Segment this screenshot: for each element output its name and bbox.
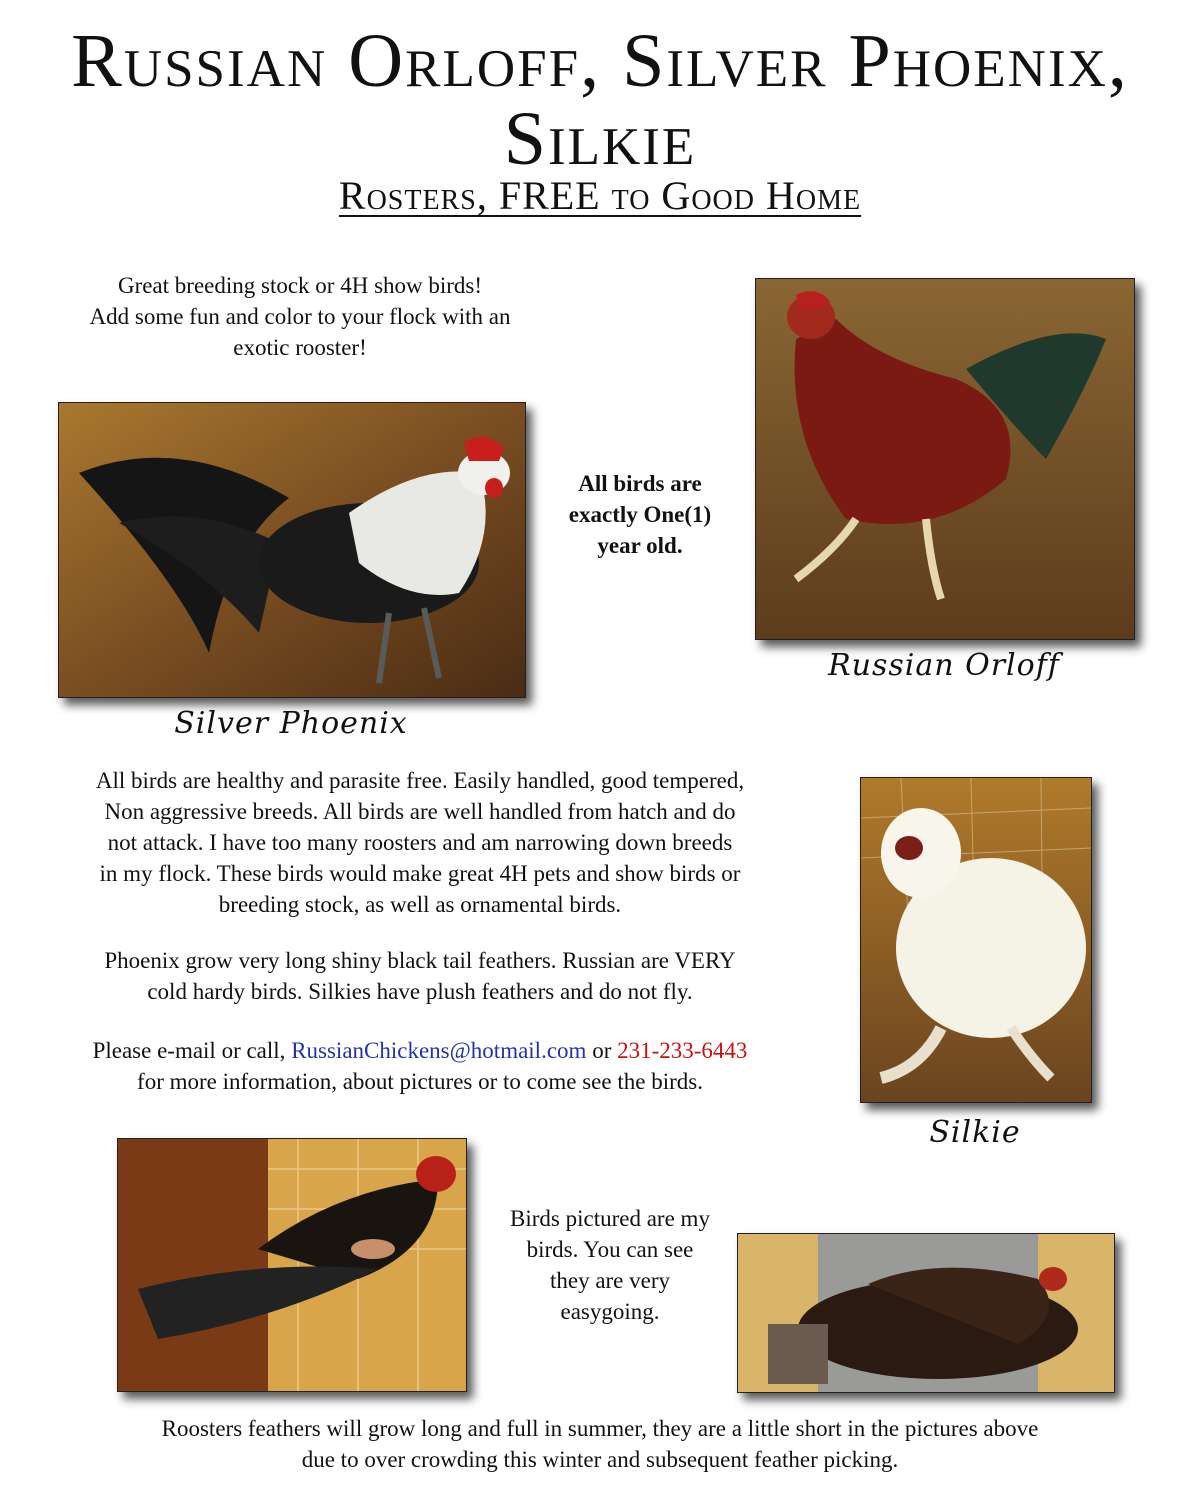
- silkie-caption: Silkie: [929, 1115, 1021, 1150]
- title-line-2: Silkie: [503, 97, 697, 181]
- description-text: [30, 765, 810, 920]
- age-note-line-2: exactly One(1): [568, 502, 712, 527]
- held-phoenix-image: [118, 1139, 466, 1391]
- silkie-image: [861, 778, 1091, 1102]
- footer-line-2: due to over crowding this winter and subsequent feather picking.: [301, 1447, 899, 1472]
- title-line-1: Russian Orloff, Silver Phoenix,: [71, 19, 1129, 103]
- pictured-note-line-2: birds. You can see: [526, 1237, 694, 1262]
- held-orloff-photo: [737, 1233, 1115, 1393]
- pictured-note-line-1: Birds pictured are my: [510, 1206, 710, 1231]
- contact-line-1: [30, 1035, 810, 1066]
- breeds-note-line-1: Phoenix grow very long shiny black tail feathers. Russian are VERY: [104, 948, 736, 973]
- phone-number[interactable]: 231-233-6443: [617, 1038, 748, 1063]
- footer-note: [20, 1413, 1180, 1475]
- intro-line-3: exotic rooster!: [233, 335, 367, 360]
- held-orloff-image: [738, 1234, 1114, 1392]
- page-title: [0, 19, 1200, 181]
- intro-text: [40, 270, 560, 363]
- pictured-note-line-4: easygoing.: [560, 1299, 660, 1324]
- contact-or: or: [592, 1038, 612, 1063]
- description-line-3: not attack. I have too many roosters and am narrowing down breeds: [107, 830, 733, 855]
- silver-phoenix-photo: [58, 402, 526, 698]
- page-subtitle: [0, 172, 1200, 219]
- held-phoenix-photo: [117, 1138, 467, 1392]
- russian-orloff-caption: Russian Orloff: [828, 648, 1060, 683]
- intro-line-2: Add some fun and color to your flock with an: [89, 304, 511, 329]
- contact-info: [30, 1035, 810, 1097]
- contact-line-2: for more information, about pictures or to come see the birds.: [137, 1069, 703, 1094]
- contact-prefix: Please e-mail or call,: [92, 1038, 286, 1063]
- subtitle-text: Rosters, FREE to Good Home: [338, 173, 862, 218]
- description-line-2: Non aggressive breeds. All birds are well handled from hatch and do: [104, 799, 736, 824]
- breeds-note: [30, 945, 810, 1007]
- description-line-4: in my flock. These birds would make great 4H pets and show birds or: [99, 861, 741, 886]
- age-note-line-3: year old.: [597, 533, 683, 558]
- age-note-line-1: All birds are: [578, 471, 702, 496]
- pictured-note-line-3: they are very: [549, 1268, 671, 1293]
- russian-orloff-image: [756, 279, 1134, 639]
- description-line-1: All birds are healthy and parasite free. Easily handled, good tempered,: [95, 768, 745, 793]
- email-link[interactable]: RussianChickens@hotmail.com: [291, 1038, 587, 1063]
- age-note: [540, 468, 740, 561]
- silkie-photo: [860, 777, 1092, 1103]
- breeds-note-line-2: cold hardy birds. Silkies have plush feathers and do not fly.: [147, 979, 693, 1004]
- silver-phoenix-image: [59, 403, 525, 697]
- russian-orloff-photo: [755, 278, 1135, 640]
- footer-line-1: Roosters feathers will grow long and full in summer, they are a little short in the pictures above: [161, 1416, 1039, 1441]
- pictured-note: [480, 1203, 740, 1327]
- silver-phoenix-caption: Silver Phoenix: [174, 706, 408, 741]
- description-line-5: breeding stock, as well as ornamental birds.: [218, 892, 622, 917]
- intro-line-1: Great breeding stock or 4H show birds!: [117, 273, 483, 298]
